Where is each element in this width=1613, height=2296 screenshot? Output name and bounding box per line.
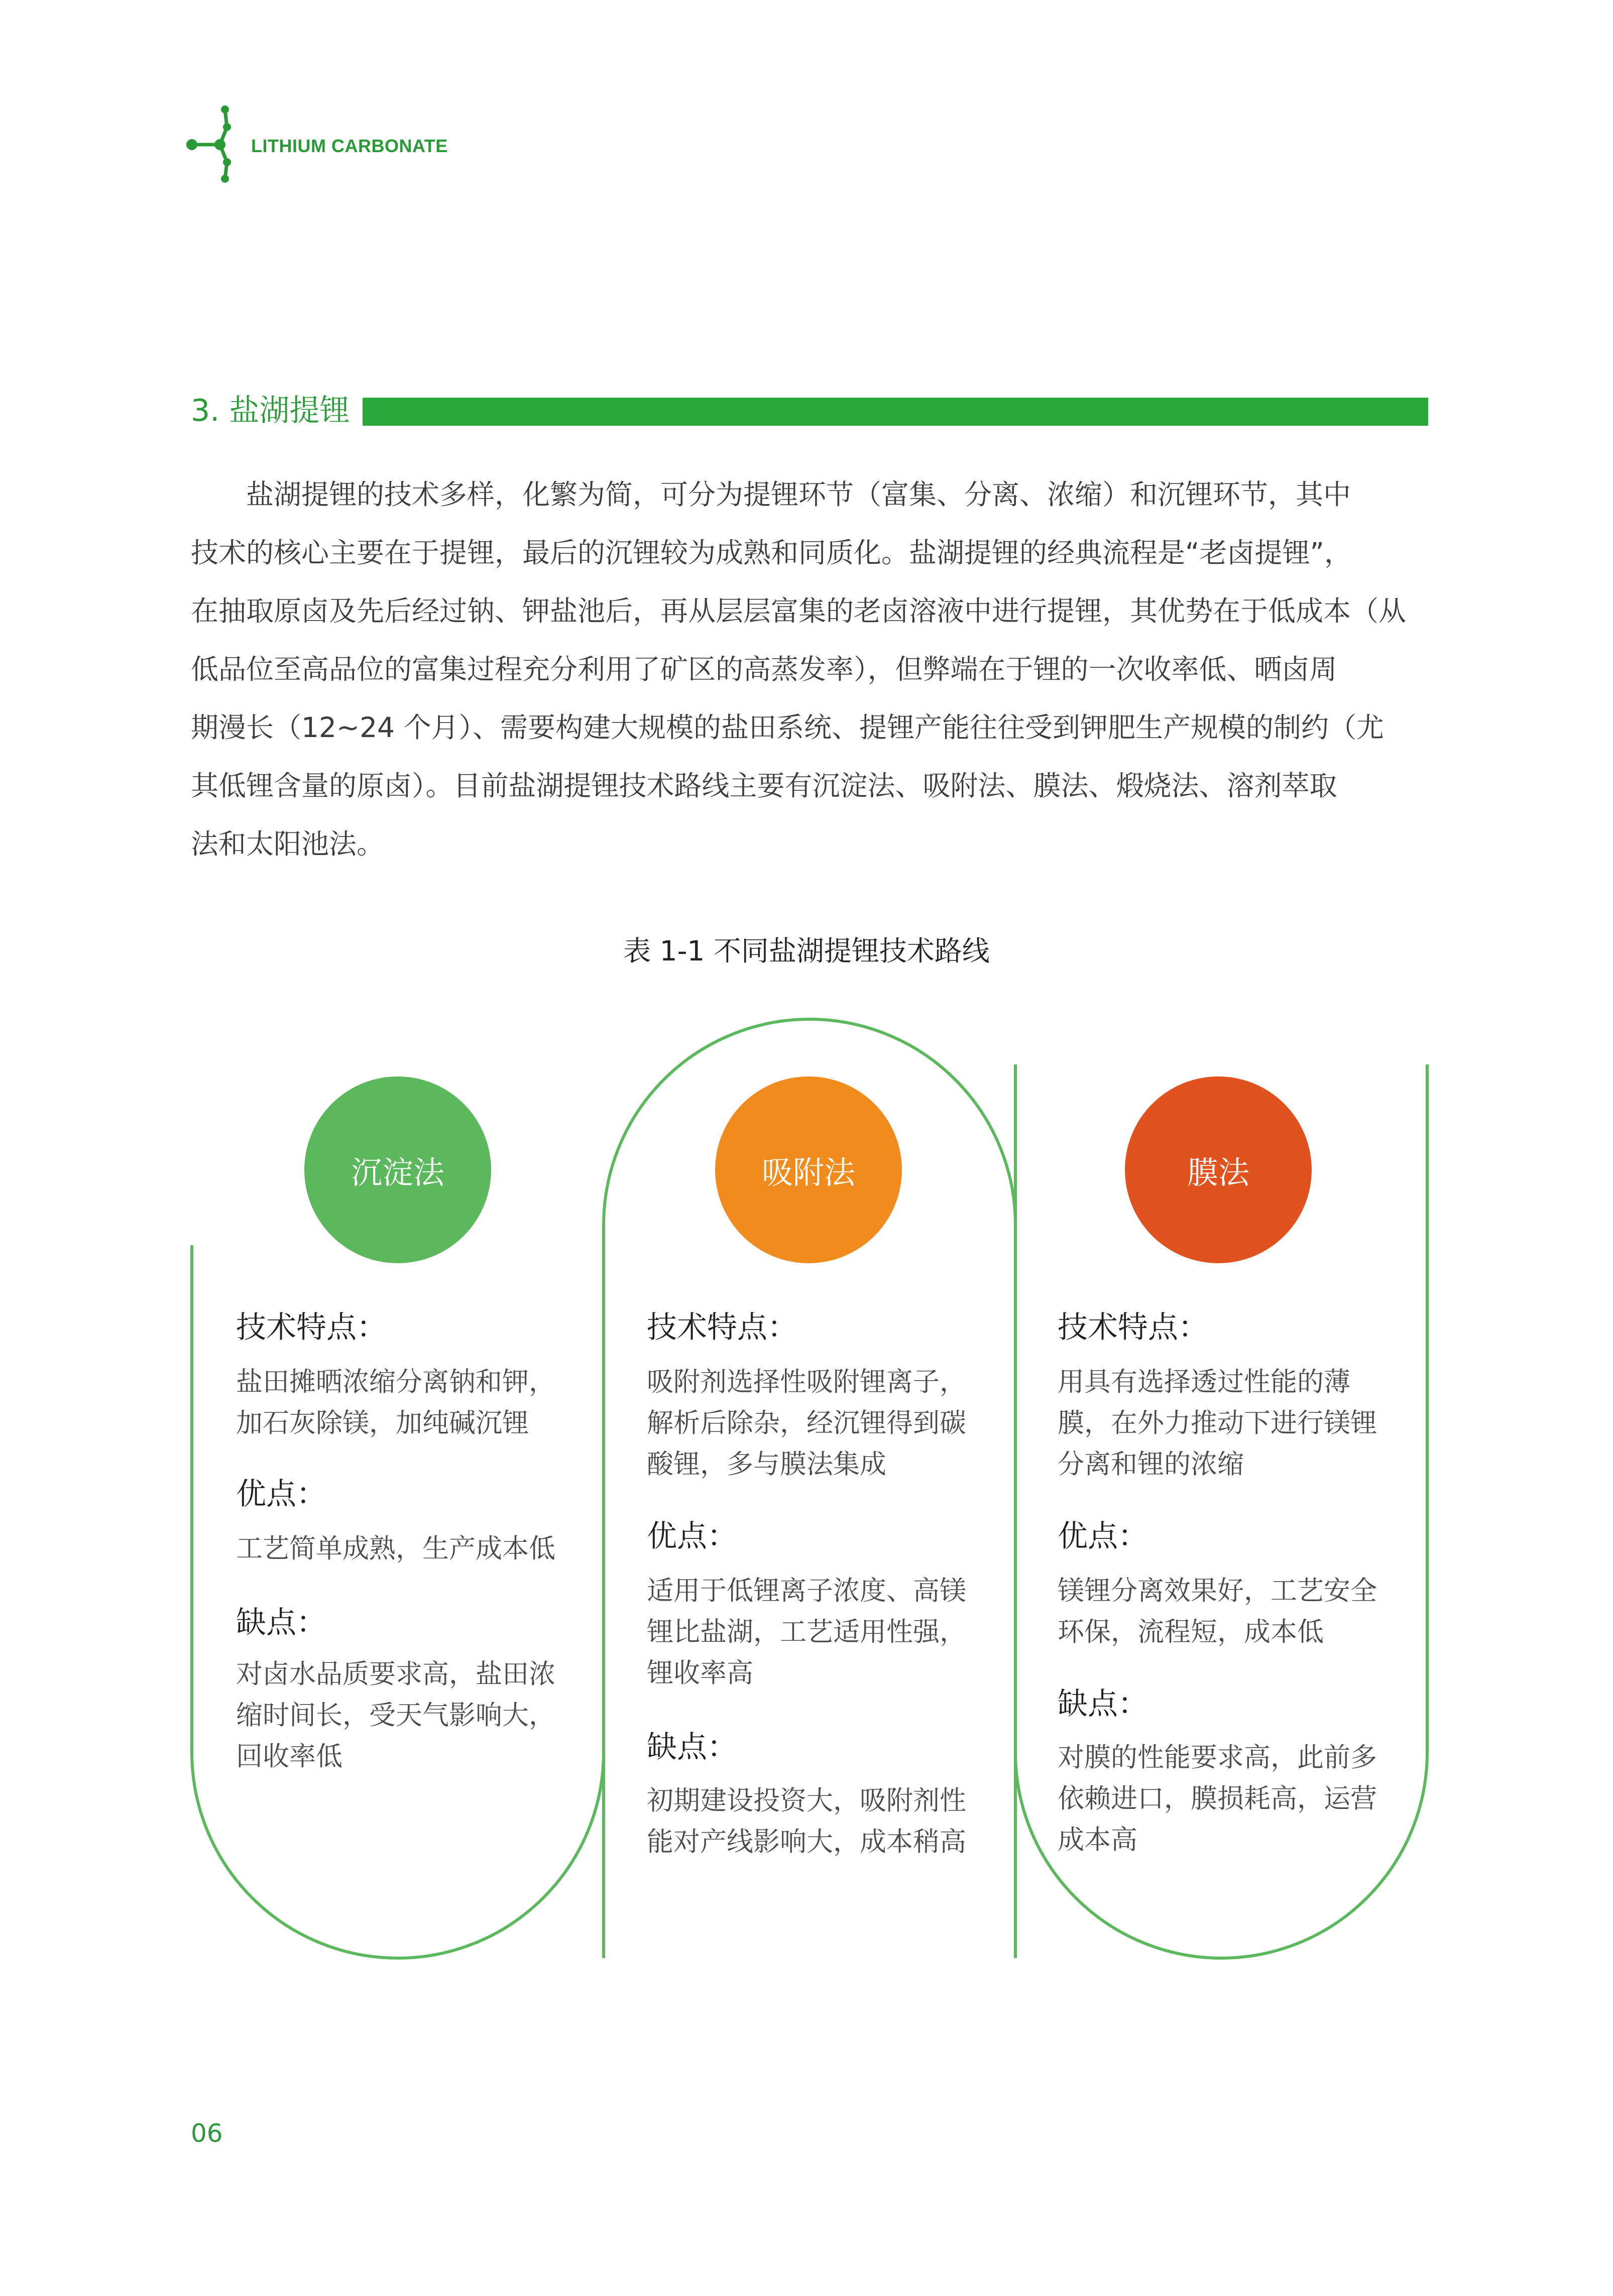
cons-label: 缺点： <box>647 1730 737 1765</box>
features-text: 盐田摊晒浓缩分离钠和钾， <box>236 1367 555 1397</box>
features-text: 酸锂，多与膜法集成 <box>647 1449 886 1480</box>
pros-text: 工艺简单成熟，生产成本低 <box>236 1533 555 1564</box>
pros-text: 环保，流程短，成本低 <box>1058 1617 1324 1647</box>
cons-text: 缩时间长，受天气影响大， <box>236 1700 555 1731</box>
method-circle-membrane: 膜法 <box>1125 1076 1312 1263</box>
paragraph-line: 在抽取原卤及先后经过钠、钾盐池后，再从层层富集的老卤溶液中进行提锂，其优势在于低成本（从 <box>191 595 1407 627</box>
section-title: 3. 盐湖提锂 <box>191 393 350 428</box>
pros-text: 锂收率高 <box>647 1658 753 1688</box>
method-circle-adsorption: 吸附法 <box>715 1076 902 1263</box>
paragraph-line: 低品位至高品位的富集过程充分利用了矿区的高蒸发率），但弊端在于锂的一次收率低、晒卤周 <box>191 653 1337 685</box>
pros-text: 镁锂分离效果好，工艺安全 <box>1058 1576 1377 1606</box>
cons-text: 对卤水品质要求高，盐田浓 <box>236 1659 555 1689</box>
pros-label: 优点： <box>1058 1519 1148 1554</box>
paragraph-line: 法和太阳池法。 <box>191 828 385 860</box>
cons-text: 成本高 <box>1058 1825 1137 1855</box>
features-text: 分离和锂的浓缩 <box>1058 1449 1244 1480</box>
features-text: 用具有选择透过性能的薄 <box>1058 1367 1350 1397</box>
molecule-icon <box>186 104 241 185</box>
method-circle-precipitation: 沉淀法 <box>304 1076 491 1263</box>
cons-text: 初期建设投资大，吸附剂性 <box>647 1785 966 1816</box>
pros-label: 优点： <box>236 1477 326 1512</box>
table-caption: 表 1-1 不同盐湖提锂技术路线 <box>623 935 990 967</box>
section-title-bar <box>363 398 1428 426</box>
cons-text: 对膜的性能要求高，此前多 <box>1058 1742 1377 1773</box>
pros-text: 适用于低锂离子浓度、高镁 <box>647 1576 966 1606</box>
pros-text: 锂比盐湖，工艺适用性强， <box>647 1617 966 1647</box>
paragraph-line: 盐湖提锂的技术多样，化繁为简，可分为提锂环节（富集、分离、浓缩）和沉锂环节，其中 <box>246 478 1351 511</box>
page-number: 06 <box>191 2119 223 2148</box>
features-label: 技术特点： <box>647 1310 797 1345</box>
paragraph-line: 技术的核心主要在于提锂，最后的沉锂较为成熟和同质化。盐湖提锂的经典流程是“老卤提锂”， <box>191 537 1352 569</box>
pros-label: 优点： <box>647 1519 737 1554</box>
paragraph-line: 其低锂含量的原卤）。目前盐湖提锂技术路线主要有沉淀法、吸附法、膜法、煅烧法、溶剂萃取 <box>191 770 1337 802</box>
cons-text: 依赖进口，膜损耗高，运营 <box>1058 1783 1377 1814</box>
features-text: 膜，在外力推动下进行镁锂 <box>1058 1408 1377 1438</box>
features-text: 加石灰除镁，加纯碱沉锂 <box>236 1408 529 1438</box>
paragraph-line: 期漫长（12~24 个月）、需要构建大规模的盐田系统、提锂产能往往受到钾肥生产规模的制约（尤 <box>191 711 1385 744</box>
cons-text: 回收率低 <box>236 1741 342 1772</box>
features-label: 技术特点： <box>1058 1310 1208 1345</box>
cons-text: 能对产线影响大，成本稍高 <box>647 1827 966 1857</box>
cons-label: 缺点： <box>1058 1686 1148 1722</box>
features-label: 技术特点： <box>236 1310 387 1345</box>
features-text: 吸附剂选择性吸附锂离子， <box>647 1367 966 1397</box>
brand-title: LITHIUM CARBONATE <box>251 136 448 156</box>
cons-label: 缺点： <box>236 1605 326 1640</box>
features-text: 解析后除杂，经沉锂得到碳 <box>647 1408 966 1438</box>
